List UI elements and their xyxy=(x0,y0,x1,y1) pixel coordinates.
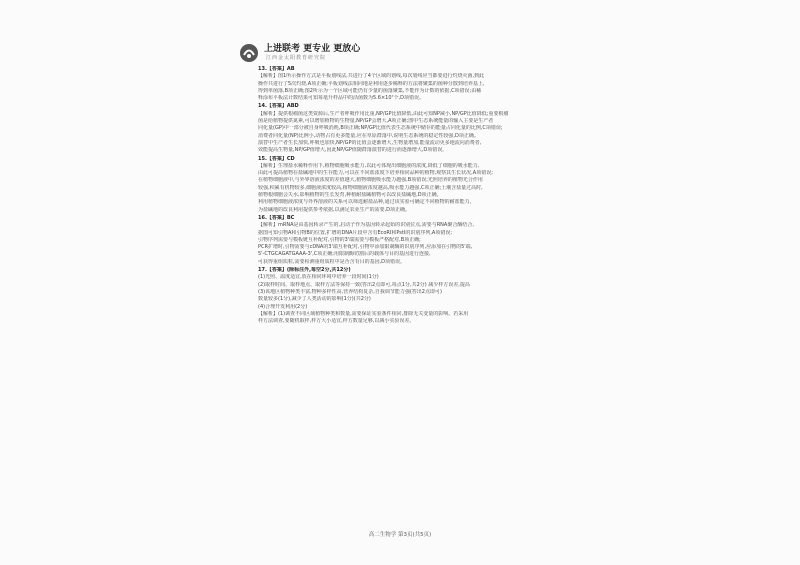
explanation-line: 同化量(GP)中一部分被自身呼吸消耗,B项正确;NP/GP比值代表生态系统中储存的能量占同化量的比例,C项错误; xyxy=(258,125,503,132)
page-header xyxy=(238,38,578,66)
answer-label: 16.【答案】BC xyxy=(258,214,295,221)
explanation-line: 【解析】图1所示操作方式是平板划线法,共进行了4个区域的划线,每次划线应当都要进行灼烧灭菌,到此 xyxy=(258,73,485,80)
page-footer: 高二生物学 第3页(共5页) xyxy=(368,532,432,538)
explanation-line: 利用植物细胞液浓度与外界溶液的关系可以筛选耐盐品种,通过该实验可确定不同植物的耐盐能力, xyxy=(258,199,472,206)
explanation-line: 【解析】mRNA是由基因转录产生的,启动子作为基因转录起始的识别位点,需要与RNA聚合酶结合, xyxy=(258,222,474,229)
explanation-line: 可获得重组质粒,需要检测重组质粒中是否含有目的基因,D项错误。 xyxy=(258,258,406,265)
explanation-line: 数量较多(1分),减少了人类活动的影响(1分)(共2分) xyxy=(258,296,371,303)
answer-item xyxy=(258,103,576,154)
explanation-line: 样方法调查,要随机取样,样方大小适宜,样方数量足够,以减小实验误差。 xyxy=(258,318,415,325)
brand-logo-icon xyxy=(238,42,260,64)
explanation-line: 得到单菌落,B项正确;图2所示为一个区域可能仍有少量的菌落聚集,不能作为计数的依据,C项错误;由稀 xyxy=(258,87,482,94)
explanation-line: (1)光照、温度适宜,放在相同环境中培养一段时间(1分) xyxy=(258,274,379,281)
explanation-line: 为盐碱地的改良利用提供参考依据,以满足农业生产的需要,D项正确。 xyxy=(258,206,411,213)
explanation-line: 操作共进行了5次灼烧,A项正确;平板划线法相同地是利用逐步稀释的方法将聚集的菌种分散到培养基上, xyxy=(258,80,485,87)
explanation-line: 释涂布平板法计数结果可知每毫升样品中的活菌数为5.6×10⁷个,D项错误。 xyxy=(258,95,424,102)
explanation-line: PCR扩增时,引物需要与cDNA的3'端互补配对,引物中添加限制酶的识别序列,应添加在引物的5'端, xyxy=(258,244,473,251)
explanation-line: 据图可知引物A和引物B的位置,扩增的DNA片段中含有EcoRⅠ和PstⅠ的识别序列,A项错误; xyxy=(258,229,453,236)
explanation-line: 菌是给植物提供氮素,可以增加植物的生物量,NP/GP会增大,A项正确;图中生态系统能量的输入主要是生产者 xyxy=(258,118,494,125)
explanation-line: 由此可提高植物在盐碱地中的生存能力,可以在不同盐浓度下培养相同品种的植物,观察其生长状况,A项错误; xyxy=(258,170,493,177)
answer-item xyxy=(258,215,576,266)
answer-item xyxy=(258,267,576,325)
answer-item xyxy=(258,156,576,214)
explanation-line: 【解析】提供根瘤菌这类资源后,生产者呼吸作用比重,NP/GP比值降低,由此可知NP减小,NP/GP比值降低;重要根瘤 xyxy=(258,110,509,117)
explanation-line: (2)取样时间、取样地点、取样方法等保持一致(答出2点即可,每点1分,共2分) 减少样方误差,提高 xyxy=(258,281,470,288)
explanation-line: (3)该地区植物种类丰富,物种多样性高,营养结构复杂,自我调节能力强(答出2点即可) xyxy=(258,288,442,295)
explanation-line: (4)合理开发利用(2分) xyxy=(258,303,308,310)
brand-subtitle: 江西金太阳教育研究院 xyxy=(266,55,327,61)
answer-content xyxy=(258,66,576,326)
explanation-line: 【解析】生理盐水稀释作用下,植物细胞吸水能力,以此可体现出细胞液的浓度,降低了细胞的吸水能力, xyxy=(258,162,480,169)
explanation-line: 演替中生产者生长加快,呼吸也加快,NP/GP的比值会逐渐增大,生物量增加,能量流动更多地流向消费者, xyxy=(258,139,482,146)
answer-item xyxy=(258,66,576,102)
explanation-line: 效能提高生物量,NP/GP值增大,因此NP/GP值随群落演替的进行而逐渐增大,D项错误。 xyxy=(258,147,448,154)
explanation-line: 较强,积累有机物较多,细胞液浓度较高,植物细胞液浓度越高,吸水能力越强,C项正确;土壤含盐量过高时, xyxy=(258,184,483,191)
explanation-line: 引物序列需要与模板链互补配对,引物的3'端需要与模板严格配对,B项正确; xyxy=(258,236,421,243)
brand-title: 上进联考 更专业 更放心 xyxy=(264,44,361,54)
explanation-line: 消费者同化量(NP)比例小,动物占有更多能量,应在草原群落中,说明生态系统的稳定性较强,D项正确。 xyxy=(258,132,479,139)
answer-label: 14.【答案】ABD xyxy=(258,103,299,110)
explanation-line: 5'-CTGCAGATGAAA-3',C项正确;用限制酶切割后的载体与目的基因进行连接, xyxy=(258,251,431,258)
answer-label: 15.【答案】CD xyxy=(258,155,295,162)
answer-label: 13.【答案】AB xyxy=(258,66,295,72)
explanation-line: 在植物细胞液中,与外界溶液浓度的差值越大,植物细胞吸水能力越强,B项错误;光照培养的植物光合作用 xyxy=(258,177,483,184)
explanation-line: 植物根细胞会失水,影响植物的生长发育,种植耐盐碱植物可以改良盐碱地,D项正确。 xyxy=(258,192,442,199)
answer-label: 17.【答案】(除标注外,每空2分,共12分) xyxy=(258,267,351,274)
explanation-line: 【解析】(1)调查不同区域植物种类和数量,需要保证实验条件相同,排除无关变量的影响。若采用 xyxy=(258,310,469,317)
